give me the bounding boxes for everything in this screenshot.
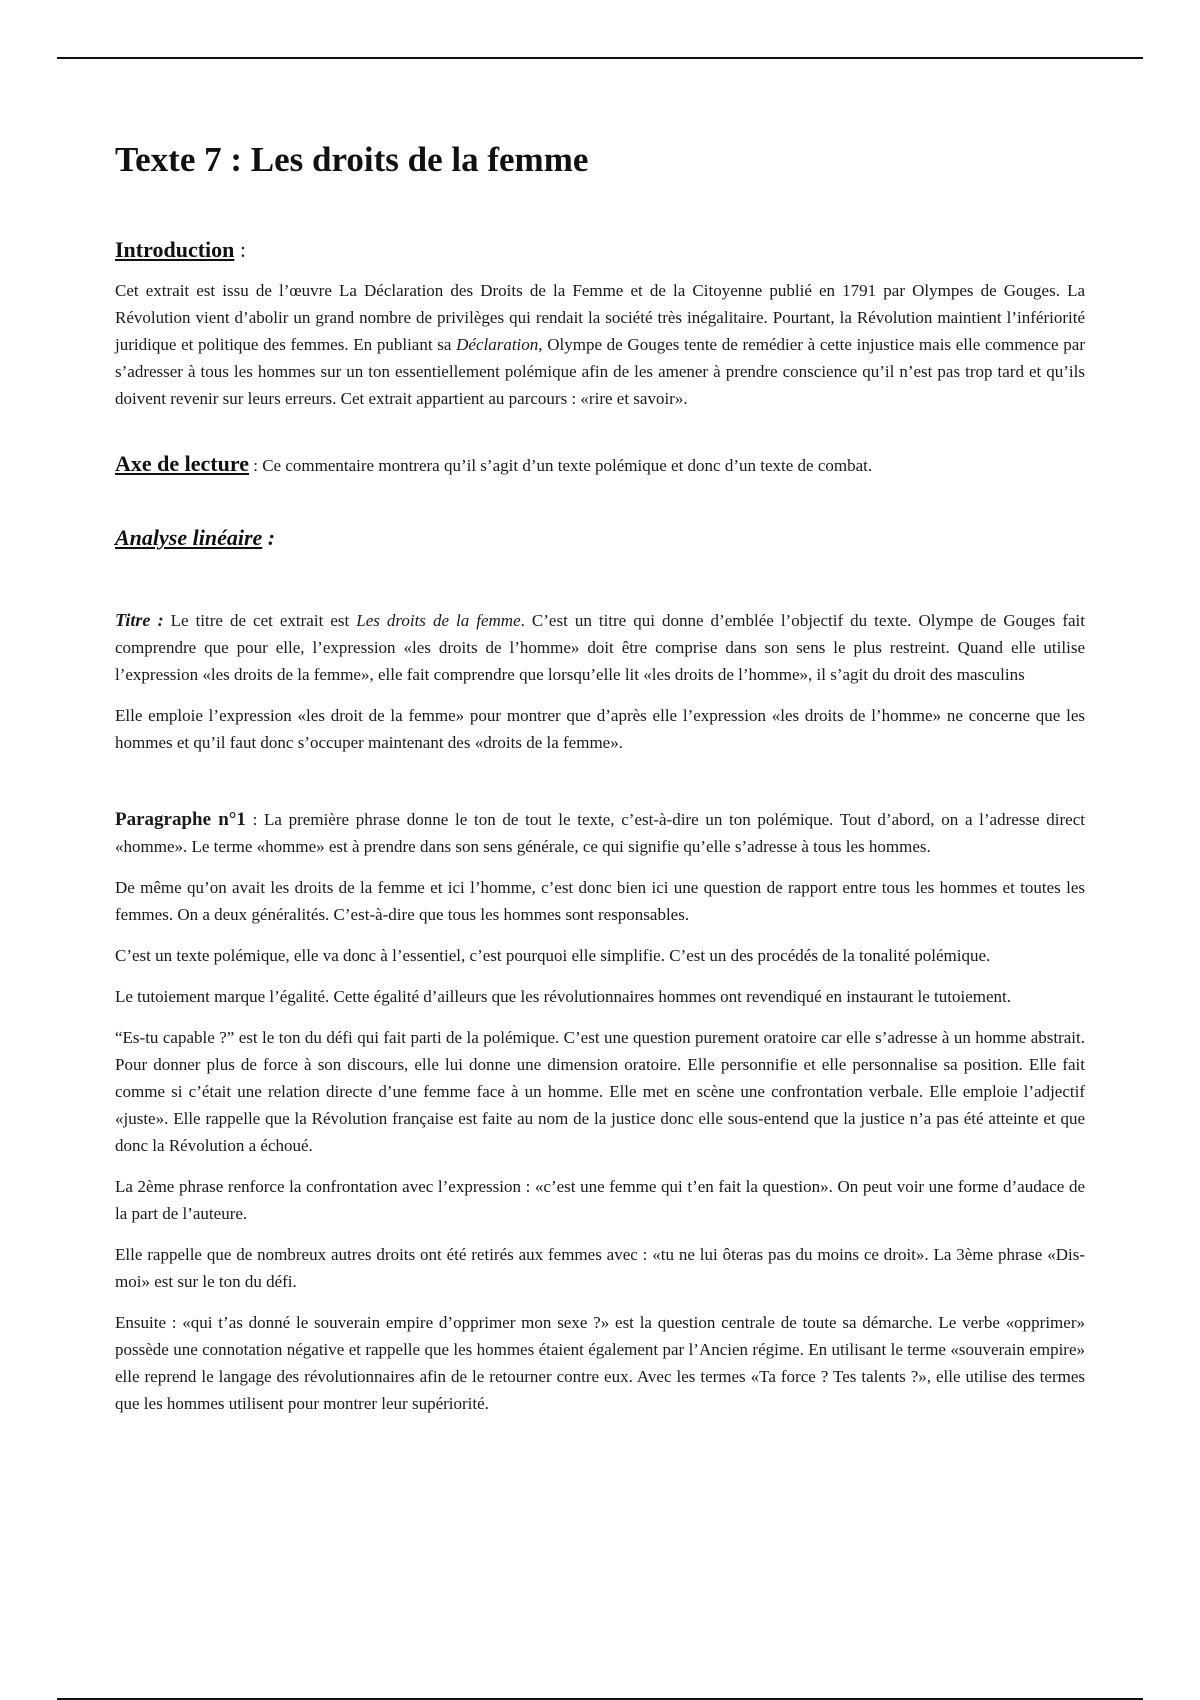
introduction-text-b: Olympe de Gouges tente de remédier à cette injustice mais elle commence par s’adresser à tous les hommes sur un ton essentiellement polémique afin de les amener à prendre conscience qu’il n’est pas trop tard et qu’ils doivent revenir sur leurs erreurs. Cet extrait appartient au parcours : «rire et savoir». <box>115 335 1085 408</box>
paragraphe-1-body: Ensuite : «qui t’as donné le souverain empire d’opprimer mon sexe ?» est la question centrale de toute sa démarche. Le verbe «opprimer» possède une connotation négative et rappelle que les hommes étaient également par l’Ancien régime. En utilisant le terme «souverain empire» elle reprend le langage des révolutionnaires afin de le retourner contre eux. Avec les termes «Ta force ? Tes talents ?», elle utilise des termes que les hommes utilisent pour montrer leur supériorité. <box>115 1313 1085 1413</box>
introduction-text-a: Cet extrait est issu de l’œuvre La Déclaration des Droits de la Femme et de la Citoyenne publié en 1791 par Olympes de Gouges. La Révolution vient d’abolir un grand nombre de privilèges qui rendait la société très inégalitaire. Pourtant, la Révolution maintient l’infériorité juridique et politique des femmes. En publiant sa <box>115 281 1085 354</box>
titre-paragraph <box>115 607 1085 688</box>
titre-text-b: . C’est un titre qui donne d’emblée l’objectif du texte. Olympe de Gouges fait comprendre que pour elle, l’expression «les droits de l’homme» doit être comprise dans son sens le plus restreint. Quand elle utilise l’expression «les droits de la femme», elle fait comprendre que lorsqu’elle lit «les droits de l’homme», il s’agit du droit des masculins <box>115 611 1085 684</box>
axe-heading: Axe de lecture <box>115 451 249 476</box>
titre-lead: Titre : <box>115 610 164 630</box>
document-title: Texte 7 : Les droits de la femme <box>115 140 589 179</box>
axe-text: : Ce commentaire montrera qu’il s’agit d’un texte polémique et donc d’un texte de combat. <box>249 456 873 475</box>
titre-paragraph-2: Elle emploie l’expression «les droit de la femme» pour montrer que d’après elle l’expression «les droits de l’homme» ne concerne que les hommes et qu’il faut donc s’occuper maintenant des «droits de la femme». <box>115 706 1085 752</box>
document-body <box>115 136 1085 1417</box>
introduction-paragraph <box>115 277 1085 412</box>
introduction-heading-line <box>115 234 1085 269</box>
paragraphe-1-body: “Es-tu capable ?” est le ton du défi qui fait parti de la polémique. C’est une question purement oratoire car elle s’adresse à un homme abstrait. Pour donner plus de force à son discours, elle lui donne une dimension oratoire. Elle personnifie et elle personnalise sa position. Elle fait comme si c’était une relation directe d’une femme face à un homme. Elle met en scène une confrontation verbale. Elle emploie l’adjectif «juste». Elle rappelle que la Révolution française est faite au nom de la justice donc elle sous-entend que la justice n’a pas été atteinte et que donc la Révolution a échoué. <box>115 1028 1085 1155</box>
analyse-heading-line <box>115 522 1085 557</box>
paragraphe-1-body: C’est un texte polémique, elle va donc à l’essentiel, c’est pourquoi elle simplifie. C’est un des procédés de la tonalité polémique. <box>115 946 991 965</box>
paragraphe-1-intro <box>115 806 1085 860</box>
paragraphe-1-body: La 2ème phrase renforce la confrontation avec l’expression : «c’est une femme qui t’en fait la question». On peut voir une forme d’audace de la part de l’auteure. <box>115 1177 1085 1223</box>
paragraphe-1-body: De même qu’on avait les droits de la femme et ici l’homme, c’est donc bien ici une question de rapport entre tous les hommes et toutes les femmes. On a deux généralités. C’est-à-dire que tous les hommes sont responsables. <box>115 878 1085 924</box>
paragraphe-1-body: Le tutoiement marque l’égalité. Cette égalité d’ailleurs que les révolutionnaires hommes ont revendiqué en instaurant le tutoiement. <box>115 987 1011 1006</box>
titre-text-italic: Les droits de la femme <box>356 611 521 630</box>
titre-text-a: Le titre de cet extrait est <box>163 611 357 630</box>
analyse-heading: Analyse linéaire <box>115 525 263 550</box>
top-rule <box>57 57 1143 59</box>
paragraphe-1-text: : La première phrase donne le ton de tout le texte, c’est-à-dire un ton polémique. Tout d’abord, on a l’adresse direct «homme». Le terme «homme» est à prendre dans son sens générale, ce qui signifie qu’elle s’adresse à tous les hommes. <box>115 810 1085 856</box>
paragraphe-1-body: Elle rappelle que de nombreux autres droits ont été retirés aux femmes avec : «tu ne lui ôteras pas du moins ce droit». La 3ème phrase «Dis-moi» est sur le ton du défi. <box>115 1245 1085 1291</box>
introduction-text-italic: Déclaration, <box>456 335 543 354</box>
axe-de-lecture-line <box>115 448 1085 482</box>
analyse-heading-colon: : <box>262 525 276 550</box>
introduction-heading-colon: : <box>234 237 247 262</box>
introduction-heading: Introduction <box>115 237 235 262</box>
paragraphe-1-lead: Paragraphe n°1 <box>115 809 246 830</box>
